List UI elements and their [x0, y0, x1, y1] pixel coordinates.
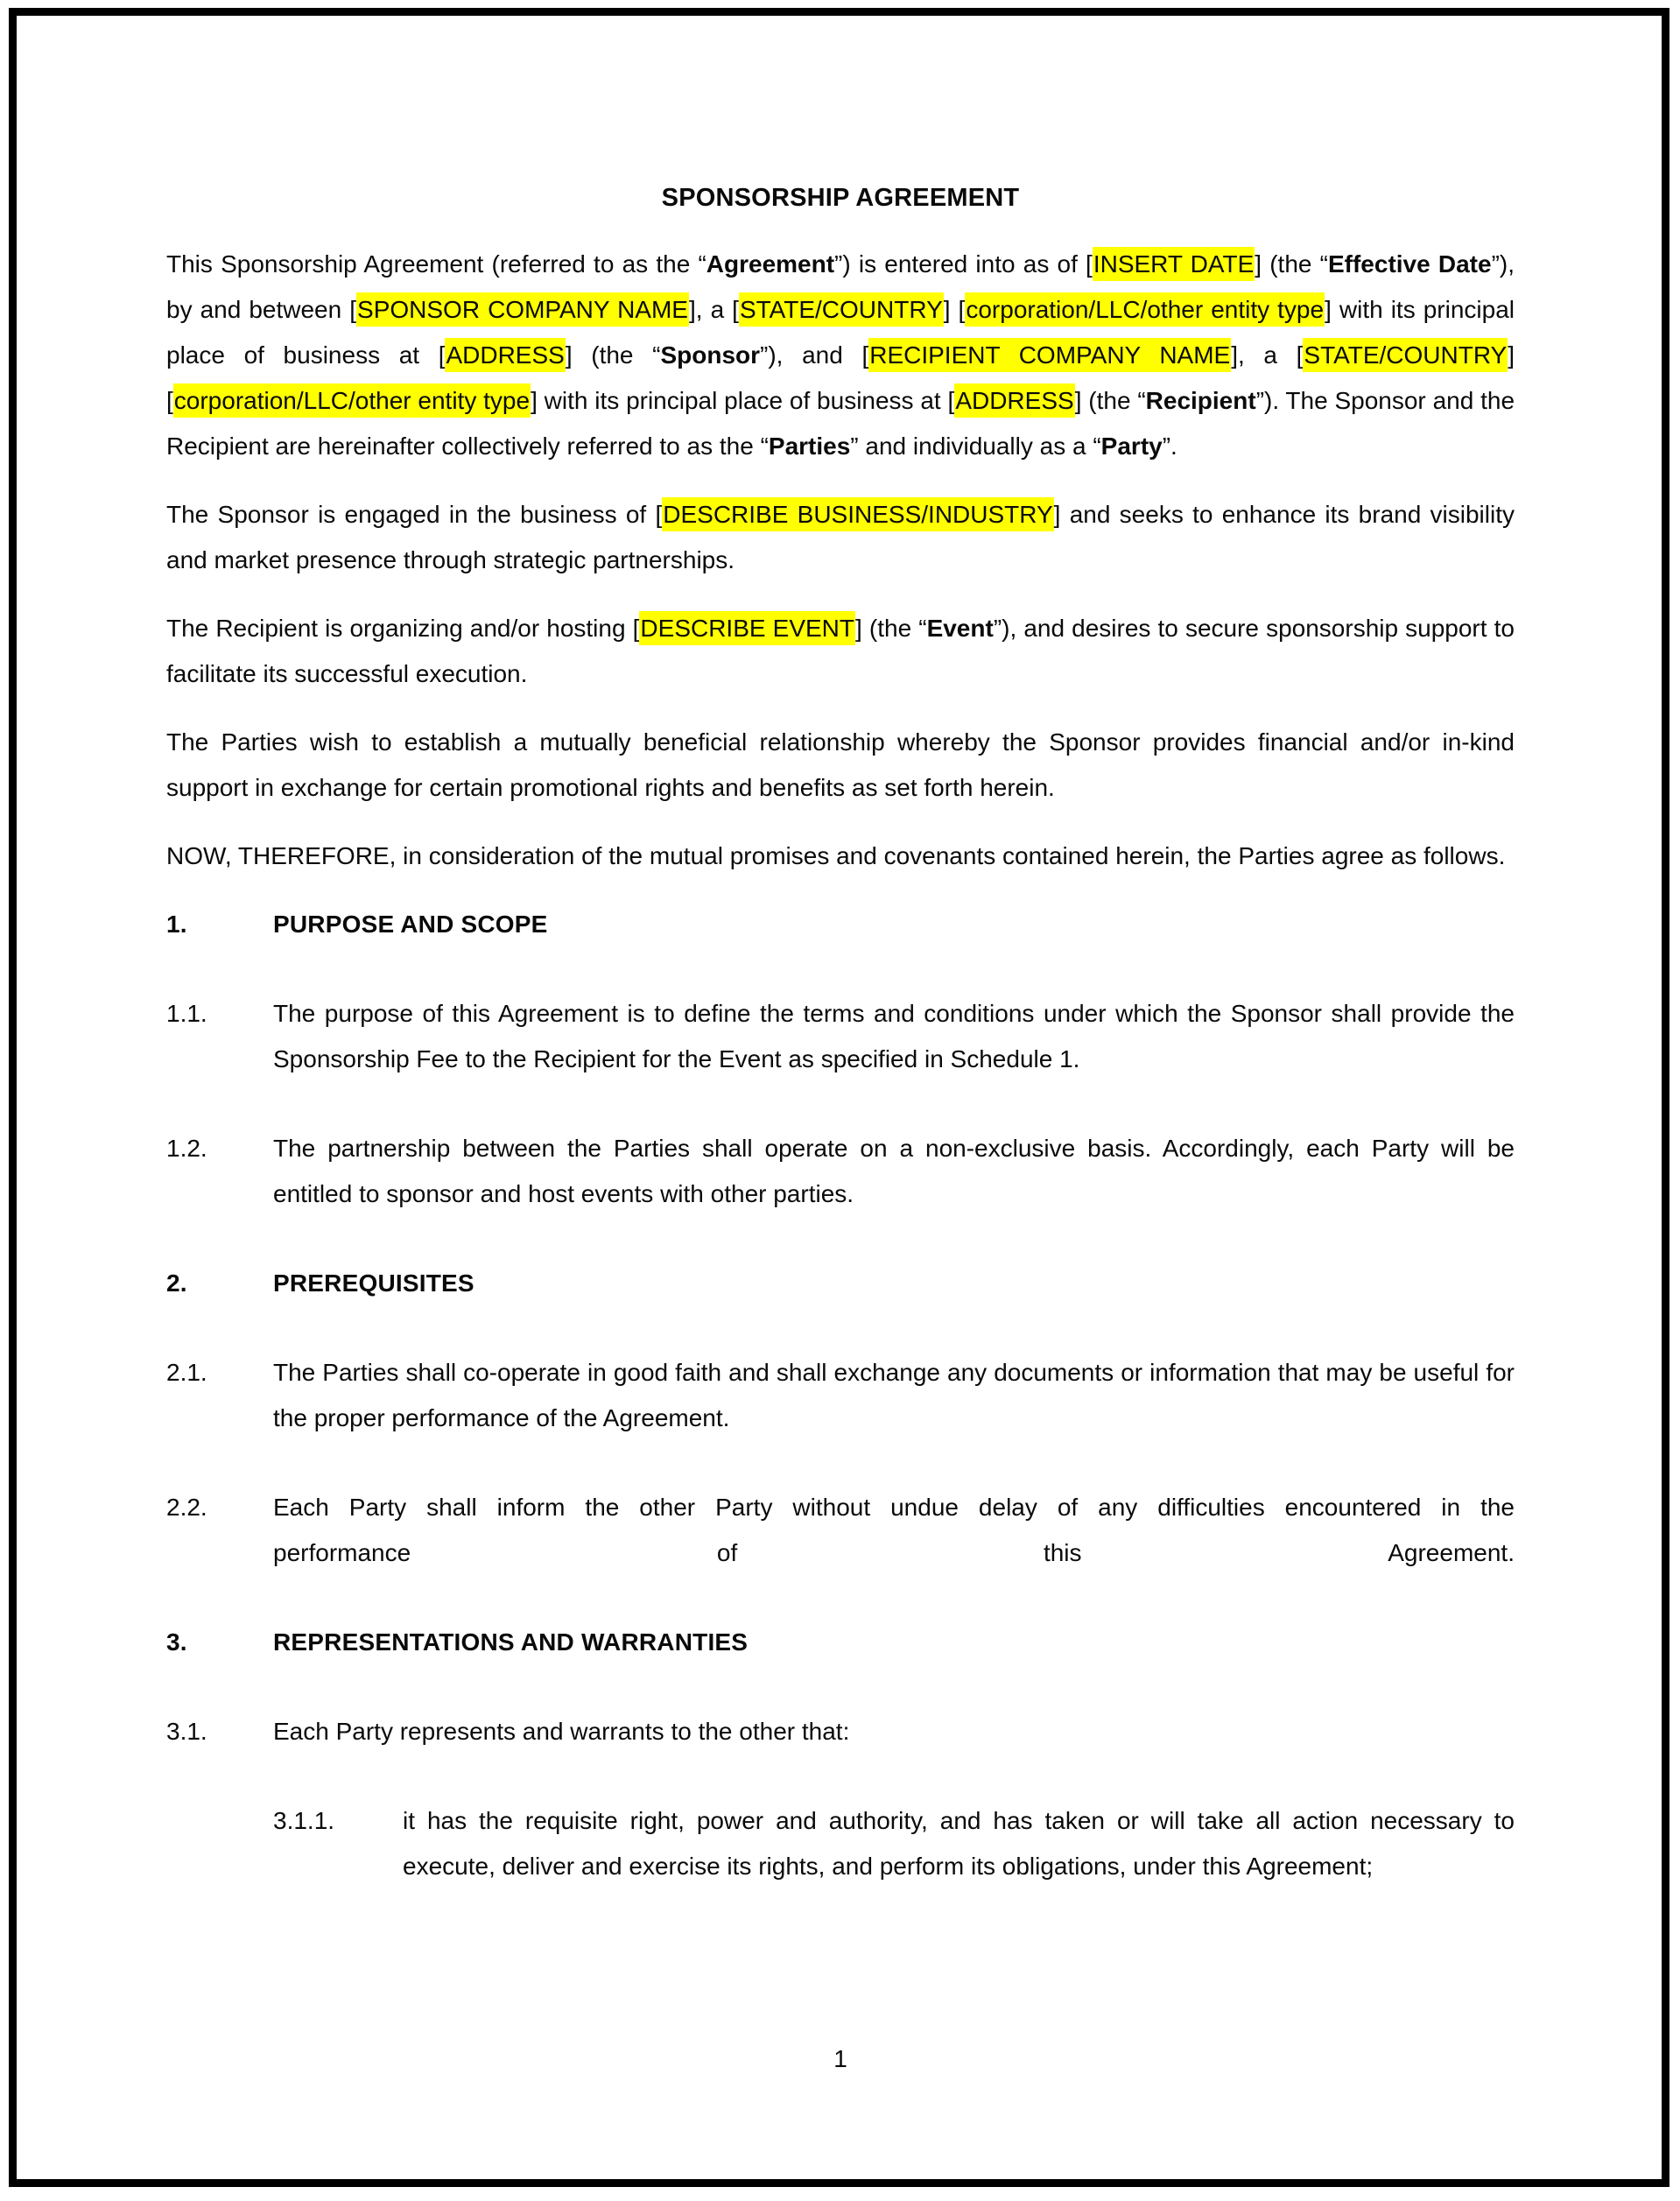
intro-paragraph-2 [166, 492, 1515, 583]
intro-paragraph-1 [166, 242, 1515, 469]
placeholder-highlight: corporation/LLC/other entity type [173, 383, 531, 418]
clause-number: 1.2. [166, 1135, 207, 1162]
word: of [716, 1539, 738, 1566]
text-segment: NOW, THEREFORE, in consideration of the mutual promises and covenants contained herein, the Parties agree as follows. [166, 842, 1506, 869]
text-segment: The partnership between the Parties shall operate on a non-exclusive basis. Accordingly, each Party will be entitled to sponsor and host events with other parties. [273, 1135, 1515, 1207]
section-heading-prerequisites [166, 1261, 1515, 1306]
text-segment: Event [926, 615, 994, 642]
section-title: PREREQUISITES [273, 1269, 474, 1297]
text-segment: ”. [1162, 432, 1177, 460]
text-segment: The Parties shall co-operate in good faith and shall exchange any documents or information that may be useful for the proper performance of the Agreement. [273, 1359, 1515, 1431]
text-segment: ] and seeks to enhance its brand visibility and market presence through strategic partnerships. [166, 501, 1515, 573]
clause-number: 2.1. [166, 1359, 207, 1386]
clause-1-1 [166, 991, 1515, 1082]
document-page [166, 0, 1515, 1933]
clause-1-2 [166, 1126, 1515, 1217]
section-number: 2. [166, 1269, 187, 1297]
placeholder-highlight: STATE/COUNTRY [739, 292, 944, 327]
placeholder-highlight: DESCRIBE EVENT [639, 611, 855, 645]
section-heading-representations-and-warranties [166, 1620, 1515, 1665]
section-title: PURPOSE AND SCOPE [273, 911, 548, 938]
text-segment: This Sponsorship Agreement (referred to as the “ [166, 250, 706, 278]
text-segment: ”) is entered into as of [ [834, 250, 1093, 278]
text-segment: The purpose of this Agreement is to define the terms and conditions under which the Sponsor shall provide the Sponsorship Fee to the Recipient for the Event as specified in Schedule 1. [273, 1000, 1515, 1072]
clause-number: 3.1. [166, 1718, 207, 1745]
clause-text [403, 1798, 1515, 1889]
text-segment: ”), by and between [ [166, 250, 1515, 323]
placeholder-highlight: ADDRESS [445, 338, 565, 372]
text-segment: The Recipient is organizing and/or hosting [ [166, 615, 640, 642]
placeholder-highlight: RECIPIENT COMPANY NAME [868, 338, 1231, 372]
text-segment: The Sponsor is engaged in the business of [ [166, 501, 663, 528]
clause-text [273, 1485, 1515, 1576]
page-number: 1 [833, 2045, 847, 2072]
text-segment: ], a [ [1231, 341, 1304, 369]
text-segment: Sponsor [660, 341, 761, 369]
text-segment: Recipient [1145, 387, 1256, 414]
word: this [1043, 1539, 1082, 1566]
text-segment: ] with its principal place of business at [ [531, 387, 955, 414]
clause-text [273, 1350, 1515, 1441]
clause-number: 2.2. [166, 1494, 207, 1521]
clause-number: 3.1.1. [273, 1807, 335, 1834]
text-segment: The Parties wish to establish a mutually beneficial relationship whereby the Sponsor provides financial and/or in-kind support in exchange for certain promotional rights and benefits as set forth herein. [166, 728, 1515, 801]
placeholder-highlight: ADDRESS [954, 383, 1074, 418]
placeholder-highlight: SPONSOR COMPANY NAME [356, 292, 689, 327]
clause-text [273, 1709, 1515, 1754]
clause-3-1-1 [273, 1798, 1515, 1889]
text-segment: Party [1100, 432, 1163, 460]
text-segment: ” and individually as a “ [850, 432, 1101, 460]
clause-text [273, 1126, 1515, 1217]
text-segment: ”), and [ [760, 341, 869, 369]
word: performance [273, 1539, 411, 1566]
placeholder-highlight: INSERT DATE [1093, 247, 1255, 281]
text-segment: ] (the “ [855, 615, 927, 642]
section-number: 1. [166, 911, 187, 938]
clause-2-1 [166, 1350, 1515, 1441]
intro-paragraph-5 [166, 833, 1515, 879]
text-segment: ”), and desires to secure sponsorship support to facilitate its successful execution. [166, 615, 1515, 687]
clause-text [273, 991, 1515, 1082]
clause-text-line-1 [273, 1485, 1515, 1530]
word: Agreement. [1388, 1539, 1515, 1566]
text-segment: Each Party represents and warrants to the other that: [273, 1718, 850, 1745]
intro-paragraph-3 [166, 606, 1515, 697]
placeholder-highlight: corporation/LLC/other entity type [965, 292, 1325, 327]
text-segment: ] with its principal place of business at [ [166, 296, 1515, 369]
text-segment: ] [ [943, 296, 966, 323]
clause-3-1 [166, 1709, 1515, 1754]
text-segment: ] [ [166, 341, 1515, 414]
text-segment: ] (the “ [1255, 250, 1328, 278]
section-title: REPRESENTATIONS AND WARRANTIES [273, 1628, 749, 1656]
section-number: 3. [166, 1628, 187, 1656]
section-heading-purpose-and-scope [166, 902, 1515, 947]
document-title: SPONSORSHIP AGREEMENT [661, 184, 1020, 212]
text-segment: Effective Date [1327, 250, 1492, 278]
text-segment: ”). The Sponsor and the Recipient are hereinafter collectively referred to as the “ [166, 387, 1515, 460]
placeholder-highlight: DESCRIBE BUSINESS/INDUSTRY [662, 497, 1053, 531]
text-segment: Agreement [706, 250, 835, 278]
text-segment: ] (the “ [1074, 387, 1146, 414]
text-segment: Each Party shall inform the other Party without undue delay of any difficulties encountered in the [273, 1494, 1515, 1521]
text-segment: it has the requisite right, power and authority, and has taken or will take all action necessary to execute, deliver and exercise its rights, and perform its obligations, under this Agreement; [403, 1807, 1515, 1880]
clause-number: 1.1. [166, 1000, 207, 1027]
text-segment: ], a [ [688, 296, 739, 323]
text-segment: Parties [768, 432, 851, 460]
text-segment: ] (the “ [565, 341, 661, 369]
clause-2-2 [166, 1485, 1515, 1576]
intro-paragraph-4 [166, 720, 1515, 811]
clause-text-line-2 [273, 1530, 1515, 1576]
placeholder-highlight: STATE/COUNTRY [1303, 338, 1508, 372]
